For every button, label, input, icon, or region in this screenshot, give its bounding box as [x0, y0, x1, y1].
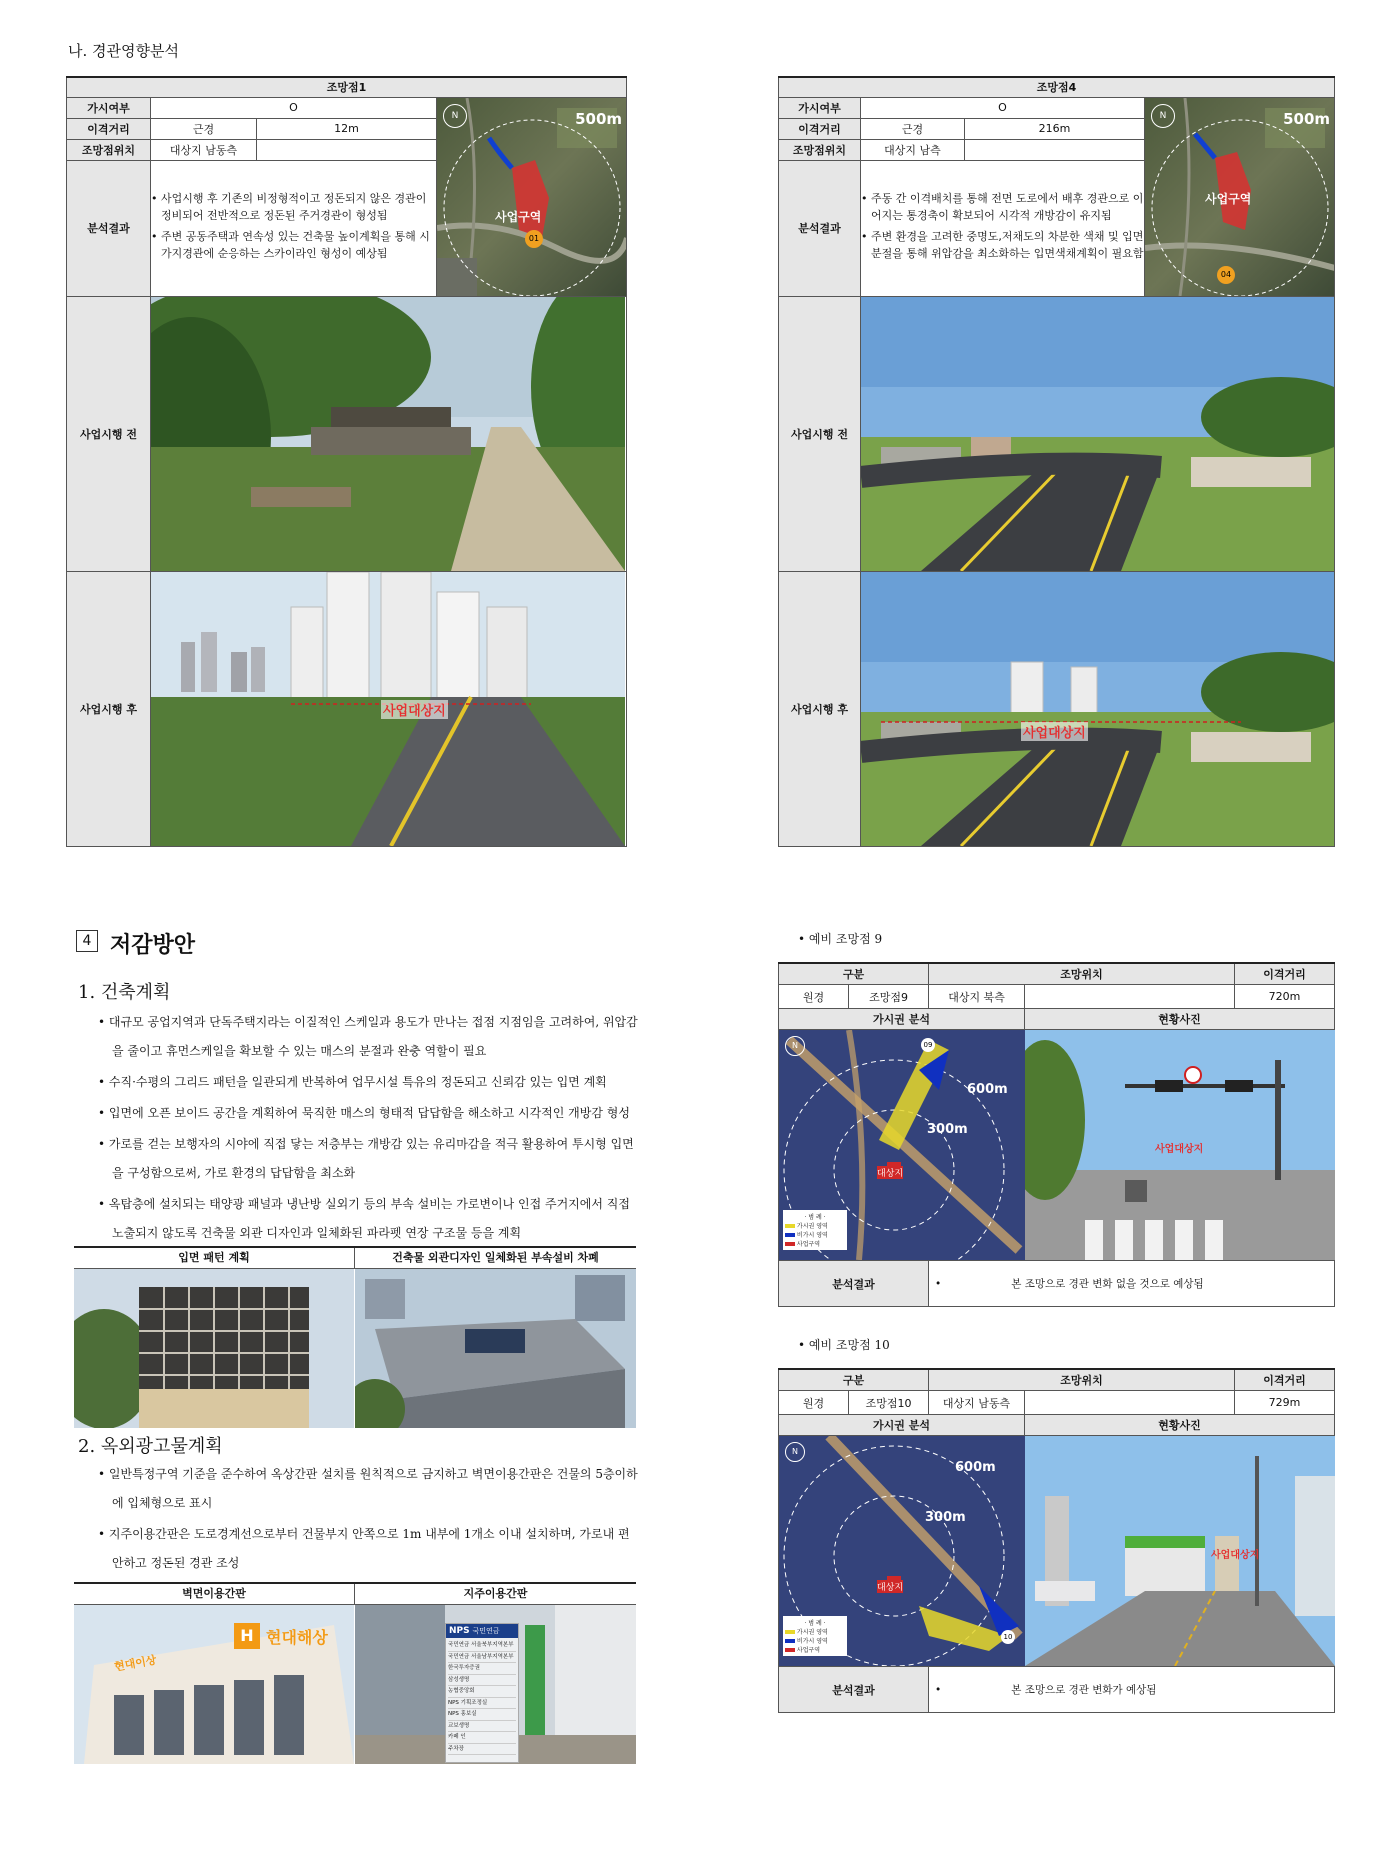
logo-icon: H	[234, 1623, 260, 1649]
distance-value: 12m	[257, 118, 437, 139]
radius-600-label: 600m	[967, 1082, 1008, 1097]
bullet-item: • 지주이용간판은 도로경계선으로부터 건물부지 안쪽으로 1m 내부에 1개소 이내 설치하며, 가로내 편안하고 정돈된 경관 조성	[98, 1527, 630, 1570]
legend-item: 사업구역	[796, 1647, 821, 1654]
after-photo	[151, 571, 627, 846]
nps-sub: 국민연금	[472, 1627, 500, 1635]
distance-header: 이격거리	[1235, 1369, 1335, 1391]
legend-title: · 범 례 ·	[804, 1620, 826, 1627]
extra-title: • 예비 조망점 10	[798, 1338, 890, 1352]
status-photo	[1025, 1030, 1335, 1261]
vp-location: 대상지 북측	[929, 985, 1025, 1009]
compass-icon: N	[443, 104, 467, 128]
arch-figure	[74, 1246, 636, 1428]
visual-header: 가시권 분석	[779, 1009, 1025, 1030]
vp-type: 원경	[779, 1391, 849, 1415]
visibility-value: O	[861, 97, 1145, 118]
subsection-title: 2. 옥외광고물계획	[78, 1436, 223, 1457]
viewpoint-10-table	[778, 1368, 1335, 1713]
site-label: 대상지	[877, 1166, 903, 1179]
nps-list-item: 국민연금 서울북부지역본부	[448, 1640, 516, 1652]
location-label: 조망점위치	[779, 139, 861, 160]
visibility-value: O	[151, 97, 437, 118]
map-site-label: 사업구역	[1205, 191, 1252, 206]
wall-sign-photo	[74, 1605, 354, 1764]
bullet-item: • 수직·수평의 그리드 패턴을 일관되게 반복하여 업무시설 특유의 정돈되고 신뢰감 있는 입면 계획	[98, 1075, 607, 1089]
viewpoint-marker: 10	[1001, 1630, 1015, 1644]
nps-list-item: 한국투자증권	[448, 1663, 516, 1675]
site-label: 대상지	[877, 1580, 903, 1593]
after-label: 사업시행 후	[779, 571, 861, 846]
site-caption: 사업대상지	[381, 700, 448, 719]
vp-type: 원경	[779, 985, 849, 1009]
wall-sign-text-2: 현대이상	[113, 1653, 158, 1674]
vp-distance: 720m	[1235, 985, 1335, 1009]
nps-list	[446, 1638, 518, 1757]
analysis-label: 분석결과	[779, 161, 861, 296]
legend-item: 가시권 영역	[796, 1629, 828, 1636]
vp-distance: 729m	[1235, 1391, 1335, 1415]
map-scale: 500m	[575, 109, 623, 128]
visibility-label: 가시여부	[67, 97, 151, 118]
nps-list-item: NPS 기획조정실	[448, 1698, 516, 1710]
compass-icon: N	[1151, 104, 1175, 128]
analysis-value: 본 조망으로 경관 변화가 예상됨	[1011, 1684, 1157, 1696]
analysis-bullet: • 사업시행 후 기존의 비정형적이고 정돈되지 않은 경관이 정비되어 전반적으로 정돈된 주거경관이 형성됨	[151, 192, 427, 223]
viewpoint-marker: 04	[1217, 266, 1235, 284]
distance-header: 이격거리	[1235, 963, 1335, 985]
analysis-bullet: • 주동 간 이격배치를 통해 전면 도로에서 배후 경관으로 이어지는 통경축이 확보되어 시각적 개방감이 유지됨	[861, 192, 1144, 223]
after-label: 사업시행 후	[67, 571, 151, 846]
analysis-label: 분석결과	[67, 161, 151, 296]
figure-caption: 벽면이용간판	[74, 1584, 355, 1605]
distance-label: 이격거리	[67, 118, 151, 139]
legend-item: 가시권 영역	[796, 1223, 828, 1230]
figure-caption: 지주이용간판	[355, 1584, 636, 1605]
distance-type: 근경	[861, 118, 965, 139]
section-header: 나. 경관영향분석	[68, 42, 179, 60]
viewpoint-marker: 09	[921, 1038, 935, 1052]
photo-header: 현황사진	[1025, 1009, 1335, 1030]
viewpoint-1-table	[66, 76, 627, 847]
subsection-title: 1. 건축계획	[78, 982, 171, 1003]
bullet-item: • 일반특정구역 기준을 준수하여 옥상간판 설치를 원칙적으로 금지하고 벽면이용간판은 건물의 5층이하에 입체형으로 표시	[98, 1467, 638, 1510]
photo-site-label: 사업대상지	[1155, 1144, 1204, 1155]
analysis-text: • 본 조망으로 경관 변화가 예상됨	[929, 1667, 1335, 1713]
pole-sign	[445, 1623, 519, 1763]
location-value: 대상지 남측	[861, 139, 965, 160]
sign-figure	[74, 1582, 636, 1764]
location-header: 조망위치	[929, 1369, 1235, 1391]
nps-title: NPS	[449, 1626, 470, 1636]
before-photo	[861, 296, 1335, 571]
vp-name: 조망점9	[849, 985, 929, 1009]
section-title: 저감방안	[110, 933, 196, 958]
distance-value: 216m	[965, 118, 1145, 139]
nps-list-item: 카페 인	[448, 1732, 516, 1744]
legend-item: 사업구역	[796, 1241, 821, 1248]
bullet-item: • 입면에 오픈 보이드 공간을 계획하여 묵직한 매스의 형태적 답답함을 해소하고 시각적인 개방감 형성	[98, 1106, 630, 1120]
nps-list-item: 국민연금 서울남부지역본부	[448, 1652, 516, 1664]
visibility-map	[779, 1030, 1025, 1261]
visibility-map	[779, 1436, 1025, 1667]
analysis-label: 분석결과	[779, 1261, 929, 1307]
viewpoint-9-table	[778, 962, 1335, 1307]
nps-list-item: NPS 홍보실	[448, 1709, 516, 1721]
nps-list-item: 교보생명	[448, 1721, 516, 1733]
analysis-text	[151, 161, 437, 296]
nps-list-item: 주차장	[448, 1744, 516, 1756]
legend-item: 비가시 영역	[796, 1638, 828, 1645]
location-value: 대상지 남동측	[151, 139, 257, 160]
pole-sign-photo	[355, 1605, 636, 1764]
section-number: 4	[76, 930, 98, 952]
viewpoint-marker: 01	[525, 230, 543, 248]
before-label: 사업시행 전	[67, 296, 151, 571]
gubun-header: 구분	[779, 963, 929, 985]
location-header: 조망위치	[929, 963, 1235, 985]
map-scale: 500m	[1283, 109, 1331, 128]
photo-header: 현황사진	[1025, 1415, 1335, 1436]
vp-location: 대상지 남동측	[929, 1391, 1025, 1415]
legend-item: 비가시 영역	[796, 1232, 828, 1239]
map-legend	[783, 1210, 847, 1250]
vp-name: 조망점10	[849, 1391, 929, 1415]
figure-caption: 건축물 외관디자인 일체화된 부속설비 차폐	[355, 1248, 636, 1269]
before-label: 사업시행 전	[779, 296, 861, 571]
sign-bullets	[98, 1460, 638, 1580]
photo-site-label: 사업대상지	[1211, 1550, 1260, 1561]
visual-header: 가시권 분석	[779, 1415, 1025, 1436]
bullet-item: • 가로를 걷는 보행자의 시야에 직접 닿는 저층부는 개방감 있는 유리마감을 적극 활용하여 투시형 입면을 구성함으로써, 가로 환경의 답답함을 최소화	[98, 1137, 634, 1180]
status-photo	[1025, 1436, 1335, 1667]
map-site-label: 사업구역	[495, 209, 542, 224]
analysis-text: • 본 조망으로 경관 변화 없을 것으로 예상됨	[929, 1261, 1335, 1307]
wall-sign-text: 현대해상	[266, 1628, 328, 1647]
analysis-bullet: • 주변 환경을 고려한 중명도,저채도의 차분한 색채 및 입면분절을 통해 위압감을 최소화하는 입면색채계획이 필요함	[861, 230, 1144, 261]
analysis-value: 본 조망으로 경관 변화 없을 것으로 예상됨	[1011, 1278, 1204, 1290]
distance-label: 이격거리	[779, 118, 861, 139]
bullet-item: • 대규모 공업지역과 단독주택지라는 이질적인 스케일과 용도가 만나는 접점 지점임을 고려하여, 위압감을 줄이고 휴먼스케일을 확보할 수 있는 매스의 분절과 완충 역할이 필요	[98, 1015, 638, 1058]
viewpoint-title: 조망점4	[779, 77, 1335, 97]
radius-300-label: 300m	[927, 1122, 968, 1137]
visibility-label: 가시여부	[779, 97, 861, 118]
gubun-header: 구분	[779, 1369, 929, 1391]
viewpoint-4-table	[778, 76, 1335, 847]
rooftop-photo	[355, 1269, 636, 1428]
figure-caption: 입면 패턴 계획	[74, 1248, 355, 1269]
map-legend	[783, 1616, 847, 1656]
before-photo	[151, 296, 627, 571]
compass-icon: N	[785, 1036, 805, 1056]
compass-icon: N	[785, 1442, 805, 1462]
nps-list-item: 삼성생명	[448, 1675, 516, 1687]
extra-title: • 예비 조망점 9	[798, 932, 883, 946]
arch-bullets	[98, 1008, 638, 1250]
legend-title: · 범 례 ·	[804, 1214, 826, 1221]
radius-600-label: 600m	[955, 1460, 996, 1475]
after-photo	[861, 571, 1335, 846]
analysis-text	[861, 161, 1145, 296]
radius-300-label: 300m	[925, 1510, 966, 1525]
location-label: 조망점위치	[67, 139, 151, 160]
analysis-bullet: • 주변 공동주택과 연속성 있는 건축물 높이계획을 통해 시가지경관에 순응하는 스카이라인 형성이 예상됨	[151, 230, 430, 261]
distance-type: 근경	[151, 118, 257, 139]
viewpoint-title: 조망점1	[67, 77, 627, 97]
bullet-item: • 옥탑층에 설치되는 태양광 패널과 냉난방 실외기 등의 부속 설비는 가로변이나 인접 주거지에서 직접 노출되지 않도록 건축물 외관 디자인과 일체화된 파라펫 연장 구조물 등을 계획	[98, 1197, 630, 1240]
location-map	[1145, 97, 1335, 296]
nps-list-item: 농협중앙회	[448, 1686, 516, 1698]
site-caption: 사업대상지	[1021, 722, 1088, 741]
location-map	[437, 97, 627, 296]
analysis-label: 분석결과	[779, 1667, 929, 1713]
facade-photo	[74, 1269, 354, 1428]
